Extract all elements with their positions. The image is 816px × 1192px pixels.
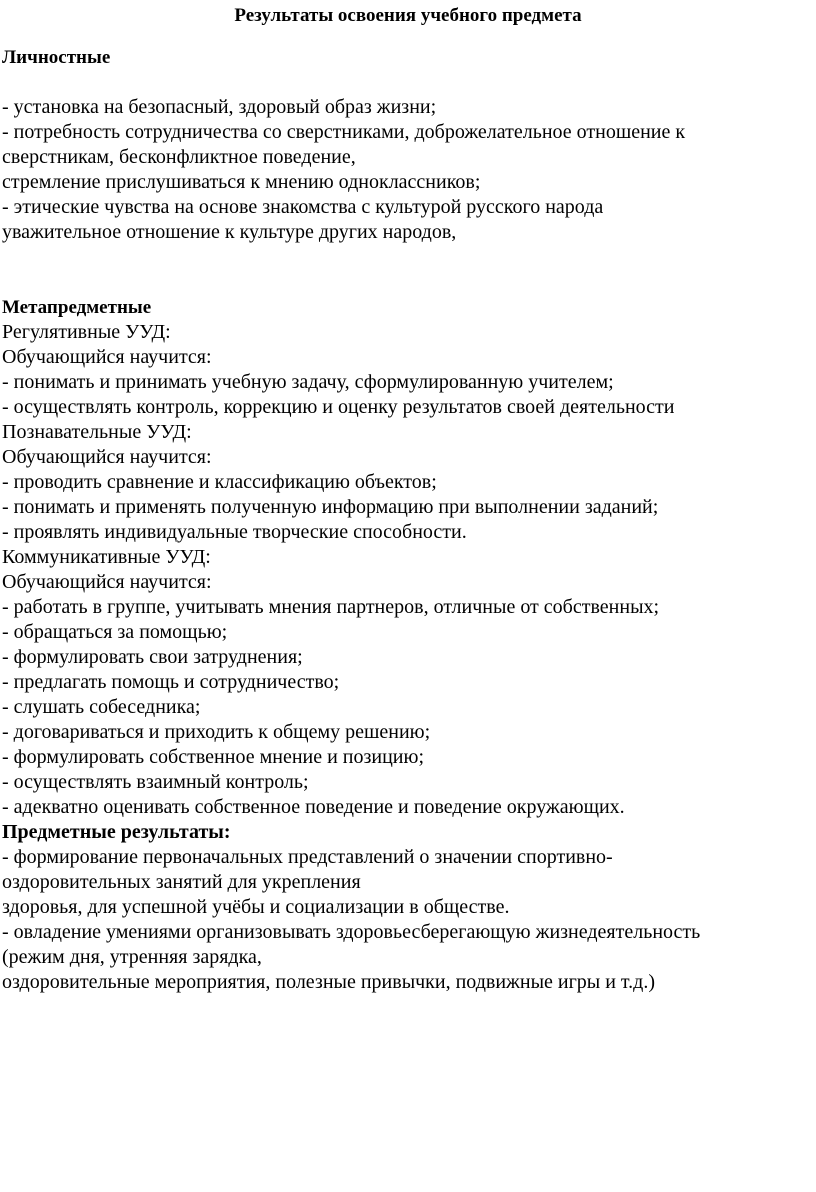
regulatory-label: Регулятивные УУД: — [2, 321, 171, 343]
document-body — [2, 45, 812, 995]
personal-line: стремление прислушиваться к мнению одноклассников; — [2, 171, 481, 193]
communicative-item: - осуществлять взаимный контроль; — [2, 771, 309, 793]
subject-line: оздоровительных занятий для укрепления — [2, 871, 361, 893]
cognitive-item: - проявлять индивидуальные творческие способности. — [2, 521, 467, 543]
cognitive-label: Познавательные УУД: — [2, 421, 192, 443]
personal-heading: Личностные — [2, 47, 111, 68]
personal-line: - этические чувства на основе знакомства с культурой русского народа — [2, 196, 604, 218]
communicative-item: - формулировать свои затруднения; — [2, 646, 303, 668]
personal-line: - установка на безопасный, здоровый образ жизни; — [2, 96, 437, 118]
cognitive-learner: Обучающийся научится: — [2, 446, 212, 468]
spacer — [2, 70, 812, 95]
communicative-item: - слушать собеседника; — [2, 696, 201, 718]
personal-line: уважительное отношение к культуре других народов, — [2, 221, 457, 243]
communicative-item: - предлагать помощь и сотрудничество; — [2, 671, 340, 693]
regulatory-learner: Обучающийся научится: — [2, 346, 212, 368]
subject-line: оздоровительные мероприятия, полезные привычки, подвижные игры и т.д.) — [2, 971, 656, 993]
communicative-item: - работать в группе, учитывать мнения партнеров, отличные от собственных; — [2, 596, 660, 618]
meta-heading: Метапредметные — [2, 297, 152, 318]
document-title: Результаты освоения учебного предмета — [234, 5, 582, 26]
personal-line: сверстникам, бесконфликтное поведение, — [2, 146, 356, 168]
subject-line: здоровья, для успешной учёбы и социализации в обществе. — [2, 896, 510, 918]
regulatory-item: - осуществлять контроль, коррекцию и оценку результатов своей деятельности — [2, 396, 675, 418]
communicative-label: Коммуникативные УУД: — [2, 546, 211, 568]
communicative-learner: Обучающийся научится: — [2, 571, 212, 593]
spacer — [2, 245, 812, 295]
communicative-item: - договариваться и приходить к общему решению; — [2, 721, 431, 743]
communicative-item: - обращаться за помощью; — [2, 621, 228, 643]
subject-line: - овладение умениями организовывать здоровьесберегающую жизнедеятельность — [2, 921, 701, 943]
cognitive-item: - проводить сравнение и классификацию объектов; — [2, 471, 437, 493]
subject-line: - формирование первоначальных представлений о значении спортивно- — [2, 846, 613, 868]
cognitive-item: - понимать и применять полученную информацию при выполнении заданий; — [2, 496, 659, 518]
subject-heading: Предметные результаты: — [2, 821, 231, 843]
regulatory-item: - понимать и принимать учебную задачу, сформулированную учителем; — [2, 371, 614, 393]
personal-line: - потребность сотрудничества со сверстниками, доброжелательное отношение к — [2, 121, 686, 143]
subject-line: (режим дня, утренняя зарядка, — [2, 946, 262, 968]
communicative-item: - адекватно оценивать собственное поведение и поведение окружающих. — [2, 796, 625, 818]
communicative-item: - формулировать собственное мнение и позицию; — [2, 746, 425, 768]
